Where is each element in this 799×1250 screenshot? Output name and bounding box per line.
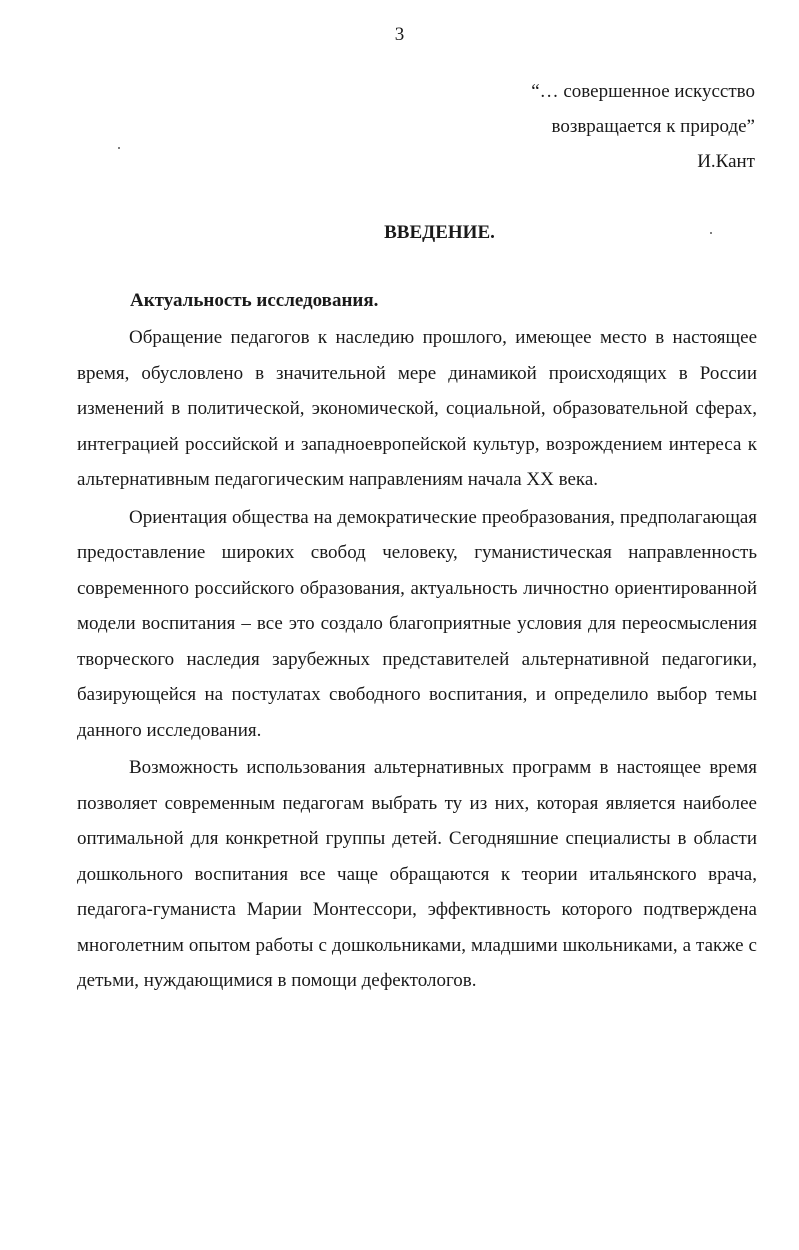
section-heading: ВВЕДЕНИЕ. <box>384 222 495 243</box>
body-text <box>77 320 757 999</box>
epigraph-author: И.Кант <box>697 151 755 172</box>
epigraph-line-1: “… совершенное искусство <box>531 81 755 102</box>
epigraph-line-2: возвращается к природе” <box>551 116 755 137</box>
paragraph-3: Возможность использования альтернативных программ в настоящее время позволяет современным педагогам выбрать ту из них, которая является наиболее оптимальной для конкретной группы детей. Сегодняшние специалисты в области дошкольного воспитания все чаще обращаются к теории итальянского врача, педагога-гуманиста Марии Монтессори, эффективность которого подтверждена многолетним опытом работы с дошкольниками, младшими школьниками, а также с детьми, нуждающимися в помощи дефектологов. <box>77 757 757 991</box>
subsection-heading: Актуальность исследования. <box>130 290 379 311</box>
scan-speck <box>710 232 712 234</box>
scan-speck <box>118 147 120 149</box>
epigraph <box>531 74 755 179</box>
page-number: 3 <box>394 24 405 45</box>
paragraph-2: Ориентация общества на демократические преобразования, предполагающая предоставление широких свобод человеку, гуманистическая направленность современного российского образования, актуальность личностно ориентированной модели воспитания – все это создало благоприятные условия для переосмысления творческого наследия зарубежных представителей альтернативной педагогики, базирующейся на постулатах свободного воспитания, и определило выбор темы данного исследования. <box>77 506 757 741</box>
paragraph-1: Обращение педагогов к наследию прошлого, имеющее место в настоящее время, обусловлено в значительной мере динамикой происходящих в России изменений в политической, экономической, социальной, образовательной сферах, интеграцией российской и западноевропейской культур, возрождением интереса к альтернативным педагогическим направлениям начала XX века. <box>77 327 757 490</box>
